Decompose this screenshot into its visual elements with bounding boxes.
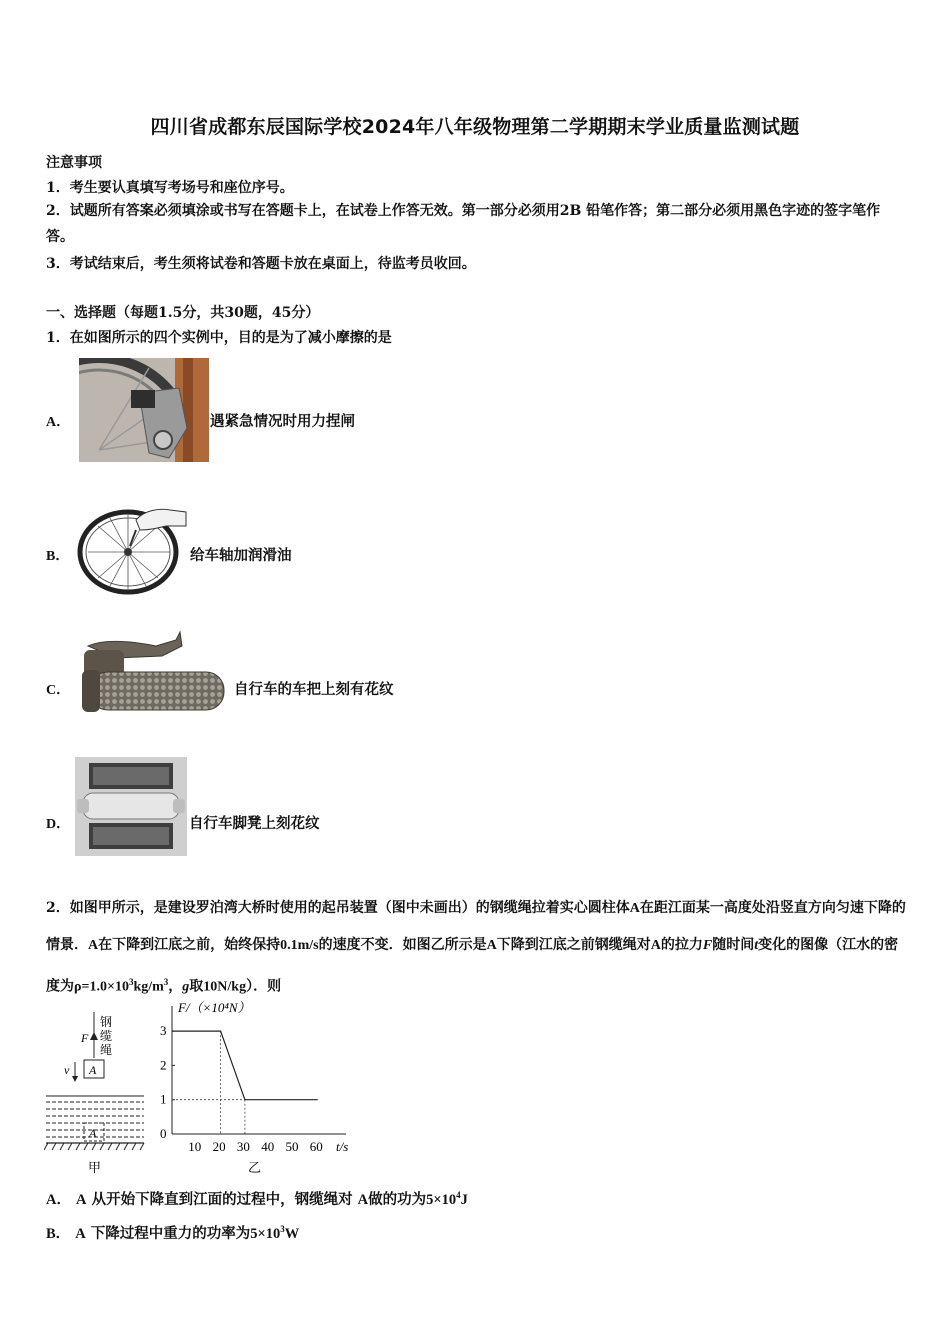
x-tick-label: 30 (236, 1139, 250, 1154)
q2-option-a-unit: J (460, 1192, 468, 1208)
rope-label-1: 钢 (100, 1015, 113, 1029)
figure-jia (44, 1010, 154, 1180)
notice-item-3: 3．考试结束后，考生须将试卷和答题卡放在桌面上，待监考员收回。 (46, 256, 476, 272)
q2-stem-part: 10N/kg (203, 979, 247, 995)
q2-stem-part: 0.1m/s (280, 938, 319, 953)
q1-option-d-letter: D． (46, 817, 71, 832)
q2-stem-part: 的速度不变．如图乙所示是 (318, 937, 487, 953)
q1-option-b-letter: B． (46, 549, 70, 564)
block-label: A (89, 1063, 97, 1077)
q2-stem-part: 3 (163, 977, 169, 987)
force-label: F (81, 1031, 89, 1045)
q2-option-b-sup: 3 (280, 1224, 285, 1235)
notice-item-1: 1．考生要认真填写考场号和座位序号。 (46, 180, 294, 196)
q2-stem-part: 下降到江底之前钢缆绳对 (496, 937, 651, 953)
x-tick-label: 40 (261, 1139, 275, 1154)
x-tick-label: 20 (212, 1139, 226, 1154)
q1-option-c-letter: C． (46, 683, 71, 698)
q2-stem-part: A (650, 938, 661, 953)
q1-stem: 1．在如图所示的四个实例中，目的是为了减小摩擦的是 (46, 330, 392, 346)
q2-stem (46, 890, 908, 1006)
q2-stem-part: 随时间 (712, 937, 755, 953)
q2-stem-part: t (754, 938, 759, 953)
block-under-label: A (89, 1126, 97, 1140)
q2-option-b (46, 1222, 299, 1243)
q1-option-d-text: 自行车脚凳上刻花纹 (189, 815, 320, 832)
q2-stem-part: A (88, 938, 99, 953)
q2-option-b-unit: W (284, 1226, 300, 1242)
q2-stem-part: g (182, 979, 190, 995)
q2-stem-part: ρ=1.0×10 (74, 979, 129, 995)
page-title: 四川省成都东辰国际学校2024年八年级物理第二学期期末学业质量监测试题 (150, 116, 800, 138)
section-heading: 一、选择题（每题1.5分，共30题，45分） (46, 305, 320, 321)
x-axis-label: t/s (336, 1139, 349, 1154)
y-tick-label: 0 (160, 1126, 167, 1141)
x-tick-label: 60 (309, 1139, 323, 1154)
series-line-F (172, 1031, 318, 1100)
q2-stem-part: 在距江面某一高度处沿竖直方向匀速下降的情景． (46, 900, 906, 953)
q2-stem-part: 变化的图像（江水的密度为 (46, 937, 899, 995)
q2-stem-part: F (702, 938, 713, 953)
brake-lever-photo (79, 358, 209, 462)
y-tick-label: 3 (160, 1023, 167, 1039)
q2-stem-part: 2．如图甲所示，是建设罗泊湾大桥时使用的起吊装置（图中未画出）的钢缆绳拉着实心圆柱体 (46, 900, 630, 916)
q2-option-a-text: 从开始下降直到江面的过程中，钢缆绳对 (91, 1191, 353, 1208)
q2-stem-part: kg/m (133, 979, 164, 995)
q2-stem-part: ， (168, 978, 183, 995)
q1-option-b-text: 给车轴加润滑油 (190, 547, 292, 564)
notice-item-2: 2．试题所有答案必须填涂或书写在答题卡上，在试卷上作答无效。第一部分必须用2B 铅笔作答；第二部分必须用黑色字迹的签字笔作答。 (46, 203, 881, 245)
figure-yi-chart (150, 996, 370, 1180)
q2-option-b-pre: A (75, 1226, 86, 1242)
q1-option-c-text: 自行车的车把上刻有花纹 (234, 681, 394, 698)
q2-option-a-value: 5×10 (426, 1192, 457, 1208)
q2-option-b-letter: B． (46, 1226, 71, 1242)
handlebar-grip-photo (76, 628, 228, 718)
q1-option-a-text: 遇紧急情况时用力捏闸 (210, 413, 355, 430)
force-arrow (90, 1032, 98, 1040)
wheel-oil-drawing (74, 500, 188, 596)
q2-option-b-value: 5×10 (250, 1226, 281, 1242)
q2-stem-part: 在下降到江底之前，始终保持 (98, 937, 281, 953)
q2-option-a-letter: A． (46, 1192, 71, 1208)
x-tick-label: 10 (188, 1139, 202, 1154)
y-tick-label: 2 (160, 1057, 167, 1073)
rope-label-2: 缆 (100, 1029, 113, 1043)
y-tick-label: 1 (160, 1091, 167, 1107)
q1-option-a-letter: A． (46, 415, 71, 430)
rope-label-3: 绳 (100, 1043, 113, 1057)
q2-stem-part: A (486, 938, 497, 953)
q2-stem-part: 的拉力 (660, 937, 703, 953)
notice-heading: 注意事项 (46, 155, 102, 171)
q2-stem-part: ）．则 (246, 978, 282, 995)
x-tick-label: 50 (285, 1139, 299, 1154)
pedal-photo (75, 757, 187, 856)
y-axis-label: F/（×10⁴N） (178, 1000, 251, 1015)
q2-stem-part: 3 (128, 977, 134, 987)
q2-option-a-sup: 4 (456, 1190, 461, 1201)
q2-stem-part: A (629, 901, 640, 916)
figure-jia-caption: 甲 (88, 1160, 102, 1175)
q2-option-a (46, 1188, 468, 1209)
q2-option-a-pre: A (76, 1192, 87, 1208)
q2-option-a-text2: 做的功为 (368, 1191, 427, 1208)
figure-yi-caption: 乙 (248, 1160, 262, 1175)
q2-option-b-text: 下降过程中重力的功率为 (90, 1225, 251, 1242)
q2-option-a-mid: A (357, 1192, 369, 1208)
q2-stem-part: 取 (189, 978, 204, 995)
velocity-label: v (64, 1063, 70, 1077)
